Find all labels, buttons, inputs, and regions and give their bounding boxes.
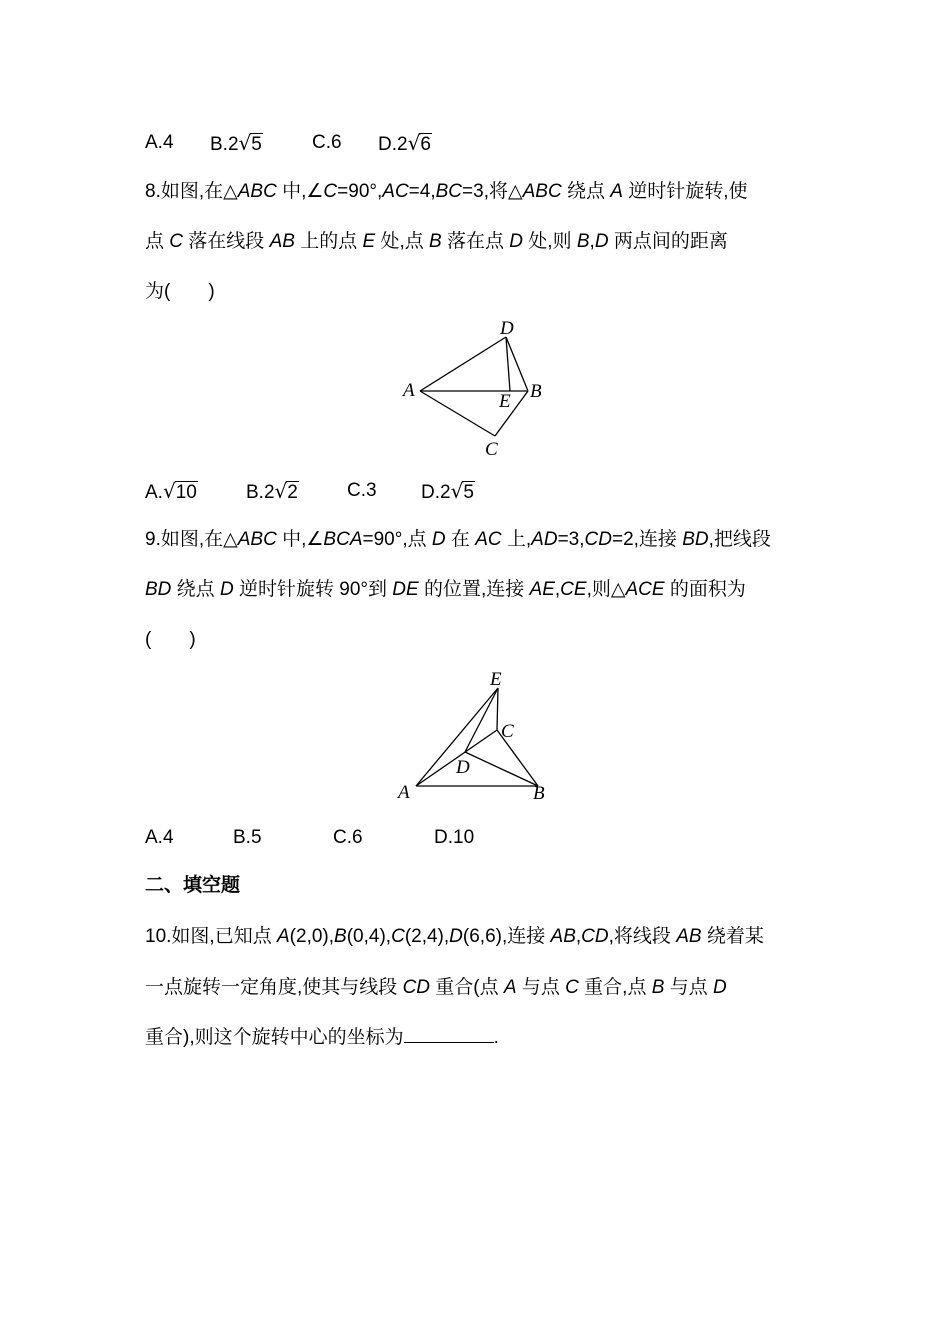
math-var: D [449,926,463,947]
text: 与点 [516,977,566,998]
label-a: A [403,380,415,401]
math-var: ABC [522,181,562,202]
q8-text-line-1 [145,177,815,207]
text: =4, [408,181,436,202]
q8-option-b-radicand: 2 [287,482,298,503]
text: 中,∠ [276,181,324,202]
segment-db [465,752,538,786]
math-var: AE [529,579,555,600]
q8-option-d-text: D.2 [421,482,451,503]
math-var: CD [581,926,609,947]
answer-blank[interactable] [404,1024,494,1043]
math-var: BD [682,529,709,550]
text: 上, [501,529,532,550]
label-b: B [533,783,545,804]
text: , [575,926,582,947]
text: 处,点 [375,231,430,252]
math-var: B [334,926,347,947]
text: 绕点 [561,181,611,202]
math-var: C [391,926,405,947]
math-var: ABC [237,529,277,550]
text: =90°, [337,181,383,202]
text: 处,则 [523,231,577,252]
math-var: AB [269,231,295,252]
q9-option-a[interactable] [145,823,174,853]
q9-option-a-text: A.4 [145,827,174,848]
q9-option-d[interactable] [434,823,474,853]
math-var: D [219,579,234,600]
q10-text-line-2 [145,973,815,1003]
math-var: ACE [625,579,665,600]
text: =90°,点 [362,529,432,550]
label-a: A [398,782,410,803]
text: ,把线段 [708,529,771,550]
q9-option-d-text: D.10 [434,827,475,848]
math-var: BC [435,181,463,202]
label-e: E [490,669,502,690]
segment-ac [420,391,495,436]
q9-text-line-1 [145,525,815,555]
text: 重合(点 [430,977,504,998]
text: 绕点 [171,579,220,600]
q7-option-d-radicand: 6 [420,134,431,155]
text: , [589,231,595,252]
label-d: D [456,757,470,778]
q9-text-line-3 [145,625,815,655]
q10-text-line-1 [145,922,815,952]
math-var: B [651,977,665,998]
q8-option-b[interactable] [246,476,299,508]
math-var: C [323,181,338,202]
q8-option-c-text: C.3 [347,480,377,501]
label-c: C [485,439,498,460]
text: 落在点 [441,231,510,252]
text: =3,将△ [462,181,523,202]
math-var: DE [392,579,419,600]
q9-option-b-text: B.5 [233,827,262,848]
math-var: D [712,977,727,998]
q7-option-b-text: B.2 [210,134,239,155]
text: 中,∠ [276,529,324,550]
q7-option-d-text: D.2 [378,134,408,155]
sqrt-symbol: √5 [450,479,474,503]
math-var: D [509,231,524,252]
label-d: D [500,318,514,339]
text: 两点间的距离 [608,231,728,252]
math-var: CD [402,977,431,998]
q8-figure [395,315,555,460]
text: ( ) [145,629,196,650]
math-var: C [169,231,184,252]
math-var: ABC [237,181,277,202]
math-var: AB [550,926,576,947]
text: 10.如图,已知点 [145,926,277,947]
text: ,将线段 [608,926,677,947]
text: (2,0), [289,926,335,947]
segment-ec [497,688,498,730]
math-var: C [565,977,579,998]
q7-option-a-text: A.4 [145,132,174,153]
text: 上的点 [294,231,363,252]
q7-option-c[interactable] [312,128,342,158]
q9-figure [390,665,560,810]
text: 重合,点 [578,977,652,998]
q8-text-line-3 [145,277,815,307]
text: 绕着某 [701,926,764,947]
sqrt-symbol: √10 [162,479,197,503]
q10-text-line-3 [145,1023,815,1053]
q8-option-a-text: A. [145,482,163,503]
text: 点 [145,231,170,252]
math-var: A [276,926,290,947]
math-var: BCA [323,529,363,550]
math-var: E [362,231,376,252]
math-var: AC [382,181,409,202]
q7-option-c-text: C.6 [312,132,342,153]
text: 重合),则这个旋转中心的坐标为 [145,1027,404,1048]
text: . [493,1027,499,1048]
segment-ad [420,337,506,391]
section-title-fill-in: 二、填空题 [145,875,241,896]
math-var: CE [560,579,587,600]
q8-option-a-radicand: 10 [175,482,197,503]
text: 9.如图,在△ [145,529,238,550]
sqrt-symbol: √6 [407,131,431,155]
text: 8.如图,在△ [145,181,238,202]
text: 的位置,连接 [418,579,530,600]
q9-text-line-2 [145,575,815,605]
sqrt-symbol: √2 [274,479,298,503]
text: (2,4), [404,926,450,947]
text: =3, [557,529,585,550]
text: 在 [445,529,476,550]
label-e: E [499,391,511,412]
math-var: AB [676,926,702,947]
text: 落在线段 [183,231,270,252]
q7-option-a[interactable] [145,128,174,158]
math-var: A [503,977,517,998]
sqrt-symbol: √5 [238,131,262,155]
q8-option-c[interactable] [347,476,377,506]
text: ,则△ [586,579,626,600]
text: 逆时针旋转,使 [622,181,748,202]
text: 逆时针旋转 90°到 [233,579,393,600]
math-var: AC [475,529,502,550]
q7-option-b-radicand: 5 [251,134,262,155]
q7-option-b[interactable] [210,128,263,160]
text: 一点旋转一定角度,使其与线段 [145,977,403,998]
text: 为( ) [145,281,215,302]
q9-option-c[interactable] [333,823,363,853]
segment-de [465,688,498,752]
math-var: A [610,181,623,202]
q8-option-d[interactable] [421,476,475,508]
q8-option-b-text: B.2 [246,482,275,503]
math-var: BD [145,579,172,600]
math-var: B [576,231,590,252]
q8-text-line-2 [145,227,815,257]
q9-option-b[interactable] [233,823,262,853]
text: (6,6),连接 [462,926,551,947]
q9-option-c-text: C.6 [333,827,363,848]
math-var: D [431,529,446,550]
math-var: AD [531,529,558,550]
math-var: D [594,231,609,252]
math-var: CD [584,529,612,550]
q8-option-d-radicand: 5 [463,482,474,503]
q8-option-a[interactable] [145,476,198,508]
text: =2,连接 [611,529,683,550]
text: 的面积为 [664,579,746,600]
text: , [554,579,561,600]
text: 与点 [664,977,713,998]
text: (0,4), [346,926,392,947]
label-c: C [501,721,514,742]
math-var: B [429,231,442,252]
q7-option-d[interactable] [378,128,432,160]
label-b: B [530,381,542,402]
